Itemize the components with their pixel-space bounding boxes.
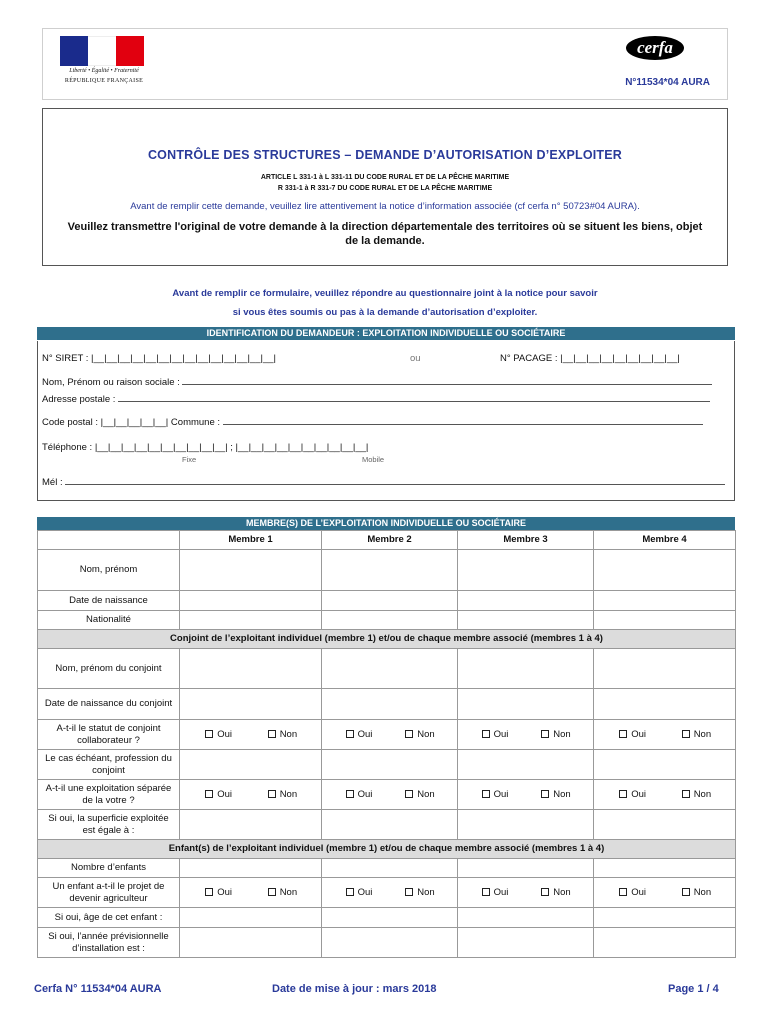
member-cell[interactable] [594, 859, 736, 878]
member-cell[interactable] [458, 859, 594, 878]
fixe-label: Fixe [182, 455, 197, 464]
member-cell[interactable] [322, 550, 458, 591]
table-row [38, 750, 736, 780]
no-option[interactable]: Non [665, 789, 729, 801]
siret-label: N° SIRET : [42, 353, 89, 364]
members-header-row [38, 531, 736, 550]
checkbox-icon[interactable] [619, 730, 627, 738]
yes-option[interactable]: Oui [465, 887, 526, 899]
row-label-collab: A-t-il le statut de conjoint collaborateur ? [38, 720, 180, 750]
pacage-label: N° PACAGE : [500, 353, 558, 364]
no-option[interactable]: Non [251, 729, 315, 741]
checkbox-icon[interactable] [205, 888, 213, 896]
checkbox-icon[interactable] [405, 888, 413, 896]
checkbox-icon[interactable] [541, 730, 549, 738]
yes-no-cell [458, 878, 594, 908]
checkbox-icon[interactable] [482, 730, 490, 738]
member-cell[interactable] [180, 908, 322, 928]
checkbox-icon[interactable] [619, 790, 627, 798]
member-cell[interactable] [322, 928, 458, 958]
siret-boxes[interactable]: |__|__|__|__|__|__|__|__|__|__|__|__|__|__| [91, 353, 276, 364]
french-flag-icon [60, 36, 144, 66]
article-line-2: R 331-1 à R 331-7 DU CODE RURAL ET DE LA PÊCHE MARITIME [277, 185, 493, 192]
republic-motto: Liberté • Égalité • Fraternité [69, 68, 139, 74]
name-input[interactable] [182, 376, 712, 385]
table-row [38, 810, 736, 840]
no-option[interactable]: Non [251, 789, 315, 801]
member-cell[interactable] [458, 928, 594, 958]
checkbox-icon[interactable] [205, 790, 213, 798]
member-cell[interactable] [180, 689, 322, 720]
address-input[interactable] [118, 393, 710, 402]
checkbox-icon[interactable] [682, 730, 690, 738]
footer-cerfa: Cerfa N° 11534*04 AURA [34, 983, 162, 995]
postal-boxes[interactable]: |__|__|__|__|__| [100, 417, 169, 428]
mail-field[interactable] [42, 476, 725, 488]
yes-no-cell [180, 780, 322, 810]
postal-label: Code postal : [42, 417, 98, 428]
yes-option[interactable]: Oui [329, 789, 390, 801]
member-cell[interactable] [180, 611, 322, 630]
no-option[interactable]: Non [526, 887, 587, 899]
checkbox-icon[interactable] [541, 888, 549, 896]
table-row [38, 908, 736, 928]
member-cell[interactable] [594, 550, 736, 591]
members-heading: MEMBRE(S) DE L’EXPLOITATION INDIVIDUELLE OU SOCIÉTAIRE [37, 517, 735, 530]
checkbox-icon[interactable] [482, 790, 490, 798]
name-label: Nom, Prénom ou raison sociale : [42, 377, 180, 388]
address-field[interactable] [42, 393, 710, 405]
member-cell[interactable] [322, 908, 458, 928]
marianne-logo [56, 34, 152, 88]
notice-text: Avant de remplir cette demande, veuillez lire attentivement la notice d’information associée (cf cerfa n° 50723#04 AURA). [130, 201, 640, 212]
no-option[interactable]: Non [390, 887, 451, 899]
yes-no-cell [180, 878, 322, 908]
member-cell[interactable] [180, 550, 322, 591]
yes-no-cell [458, 720, 594, 750]
republic-name: RÉPUBLIQUE FRANÇAISE [64, 78, 144, 84]
form-title: CONTRÔLE DES STRUCTURES – DEMANDE D’AUTORISATION D’EXPLOITER [147, 148, 623, 162]
yes-no-cell [594, 780, 736, 810]
member-cell[interactable] [458, 649, 594, 689]
spouse-band: Conjoint de l’exploitant individuel (membre 1) et/ou de chaque membre associé (membres 1 à 4) [38, 630, 736, 649]
footer-update-date: Date de mise à jour : mars 2018 [272, 983, 437, 995]
legal-articles [42, 172, 728, 194]
pacage-boxes[interactable]: |__|__|__|__|__|__|__|__|__| [560, 353, 680, 364]
commune-label: Commune : [170, 417, 221, 428]
checkbox-icon[interactable] [541, 790, 549, 798]
yes-no-cell [322, 878, 458, 908]
children-band-row [38, 840, 736, 859]
member-cell[interactable] [594, 649, 736, 689]
row-label-child-count: Nombre d’enfants [38, 859, 180, 878]
yes-no-cell [322, 780, 458, 810]
pacage-field[interactable] [500, 353, 680, 364]
members-table [37, 530, 736, 958]
row-label-spouse-birth: Date de naissance du conjoint [38, 689, 180, 720]
checkbox-icon[interactable] [682, 790, 690, 798]
member-cell[interactable] [594, 689, 736, 720]
table-row [38, 720, 736, 750]
member-cell[interactable] [322, 611, 458, 630]
member-cell[interactable] [458, 689, 594, 720]
member-cell[interactable] [458, 750, 594, 780]
table-row [38, 928, 736, 958]
yes-option[interactable]: Oui [187, 887, 251, 899]
checkbox-icon[interactable] [268, 730, 276, 738]
checkbox-icon[interactable] [205, 730, 213, 738]
footer-page-number: Page 1 / 4 [668, 983, 719, 995]
member-cell[interactable] [458, 810, 594, 840]
cerfa-number: N°11534*04 AURA [625, 77, 710, 88]
cerfa-logo: cerfa [626, 36, 684, 60]
checkbox-icon[interactable] [268, 888, 276, 896]
mail-label: Mél : [42, 477, 63, 488]
yes-option[interactable]: Oui [187, 789, 251, 801]
yes-option[interactable]: Oui [601, 789, 665, 801]
checkbox-icon[interactable] [405, 730, 413, 738]
row-label-area: Si oui, la superficie exploitée est égale à : [38, 810, 180, 840]
member-cell[interactable] [458, 611, 594, 630]
yes-no-cell [180, 720, 322, 750]
no-option[interactable]: Non [390, 729, 451, 741]
children-band: Enfant(s) de l’exploitant individuel (membre 1) et/ou de chaque membre associé (membres 1 à 4) [38, 840, 736, 859]
checkbox-icon[interactable] [482, 888, 490, 896]
row-label-spouse-name: Nom, prénom du conjoint [38, 649, 180, 689]
row-label-child-age: Si oui, âge de cet enfant : [38, 908, 180, 928]
member-cell[interactable] [322, 750, 458, 780]
transmit-instruction: Veuillez transmettre l'original de votre demande à la direction départementale des territoires où se situent les biens, objet de la demande. [67, 221, 703, 247]
member-cell[interactable] [594, 928, 736, 958]
member-2-header: Membre 2 [322, 531, 458, 550]
yes-option[interactable]: Oui [601, 729, 665, 741]
member-cell[interactable] [322, 859, 458, 878]
member-4-header: Membre 4 [594, 531, 736, 550]
table-row [38, 591, 736, 611]
phone-field[interactable] [42, 442, 368, 453]
yes-no-cell [594, 720, 736, 750]
siret-field[interactable] [42, 353, 276, 364]
identification-heading: IDENTIFICATION DU DEMANDEUR : EXPLOITATION INDIVIDUELLE OU SOCIÉTAIRE [37, 327, 735, 340]
member-cell[interactable] [322, 591, 458, 611]
member-cell[interactable] [458, 550, 594, 591]
checkbox-icon[interactable] [619, 888, 627, 896]
article-line-1: ARTICLE L 331-1 à L 331-11 DU CODE RURAL ET DE LA PÊCHE MARITIME [260, 174, 510, 181]
row-label-child-year: Si oui, l’année prévisionnelle d’installation est : [38, 928, 180, 958]
member-cell[interactable] [458, 908, 594, 928]
name-field[interactable] [42, 376, 712, 388]
phone-boxes[interactable]: : |__|__|__|__|__|__|__|__|__|__| ; |__|__|__|__|__|__|__|__|__|__| [89, 442, 369, 453]
member-3-header: Membre 3 [458, 531, 594, 550]
member-1-header: Membre 1 [180, 531, 322, 550]
no-option[interactable]: Non [251, 887, 315, 899]
member-cell[interactable] [594, 908, 736, 928]
table-row [38, 878, 736, 908]
member-cell[interactable] [322, 649, 458, 689]
checkbox-icon[interactable] [405, 790, 413, 798]
yes-option[interactable]: Oui [601, 887, 665, 899]
no-option[interactable]: Non [665, 729, 729, 741]
table-row [38, 689, 736, 720]
questionnaire-line-1: Avant de remplir ce formulaire, veuillez répondre au questionnaire joint à la notice pour savoir [172, 288, 598, 299]
table-row [38, 649, 736, 689]
member-cell[interactable] [180, 591, 322, 611]
checkbox-icon[interactable] [346, 730, 354, 738]
yes-no-cell [322, 720, 458, 750]
yes-option[interactable]: Oui [329, 887, 390, 899]
commune-input[interactable] [223, 416, 703, 425]
yes-option[interactable]: Oui [465, 789, 526, 801]
member-cell[interactable] [322, 689, 458, 720]
member-cell[interactable] [180, 750, 322, 780]
address-label: Adresse postale : [42, 394, 116, 405]
checkbox-icon[interactable] [346, 790, 354, 798]
member-cell[interactable] [594, 611, 736, 630]
yes-no-cell [458, 780, 594, 810]
postal-field[interactable] [42, 416, 703, 428]
checkbox-icon[interactable] [346, 888, 354, 896]
no-option[interactable]: Non [526, 789, 587, 801]
table-row [38, 859, 736, 878]
no-option[interactable]: Non [390, 789, 451, 801]
no-option[interactable]: Non [665, 887, 729, 899]
mobile-label: Mobile [362, 455, 385, 464]
or-label: ou [410, 353, 421, 364]
checkbox-icon[interactable] [268, 790, 276, 798]
row-label-nationality: Nationalité [38, 611, 180, 630]
member-cell[interactable] [458, 591, 594, 611]
yes-option[interactable]: Oui [187, 729, 251, 741]
no-option[interactable]: Non [526, 729, 587, 741]
member-cell[interactable] [594, 750, 736, 780]
table-row [38, 780, 736, 810]
member-cell[interactable] [594, 810, 736, 840]
row-label-birth: Date de naissance [38, 591, 180, 611]
table-row [38, 611, 736, 630]
spouse-band-row [38, 630, 736, 649]
member-cell[interactable] [180, 859, 322, 878]
mail-input[interactable] [65, 476, 725, 485]
row-label-profession: Le cas échéant, profession du conjoint [38, 750, 180, 780]
yes-option[interactable]: Oui [465, 729, 526, 741]
member-cell[interactable] [180, 810, 322, 840]
phone-label: Téléphone [42, 442, 87, 453]
yes-no-cell [594, 878, 736, 908]
questionnaire-notice [42, 284, 728, 322]
yes-option[interactable]: Oui [329, 729, 390, 741]
member-cell[interactable] [594, 591, 736, 611]
row-label-name: Nom, prénom [38, 550, 180, 591]
row-label-child-project: Un enfant a-t-il le projet de devenir agriculteur [38, 878, 180, 908]
member-cell[interactable] [180, 928, 322, 958]
member-cell[interactable] [180, 649, 322, 689]
checkbox-icon[interactable] [682, 888, 690, 896]
row-label-separate: A-t-il une exploitation séparée de la votre ? [38, 780, 180, 810]
questionnaire-line-2: si vous êtes soumis ou pas à la demande d’autorisation d’exploiter. [232, 307, 538, 318]
table-row [38, 550, 736, 591]
corner-cell [38, 531, 180, 550]
member-cell[interactable] [322, 810, 458, 840]
